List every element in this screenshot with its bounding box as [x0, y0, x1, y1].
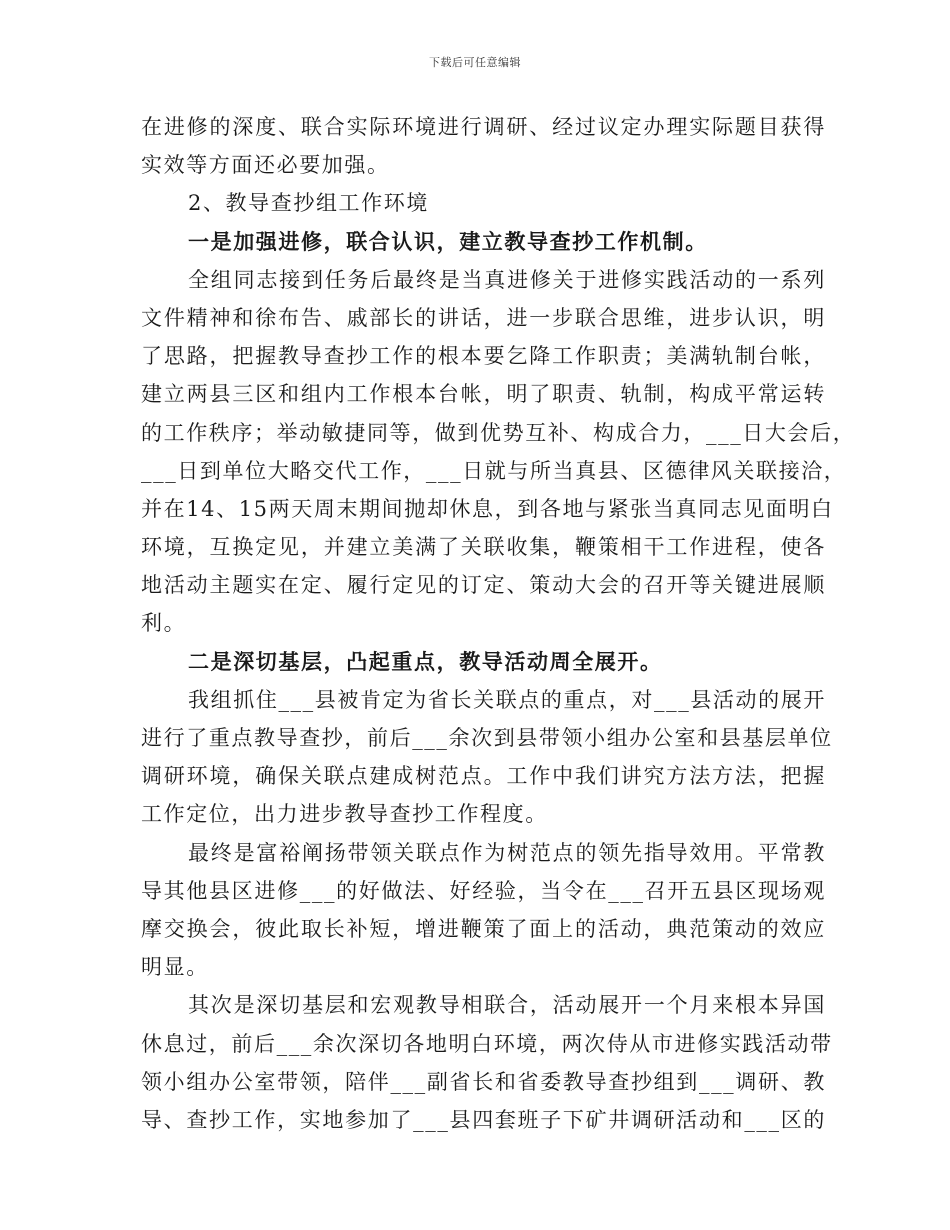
text-line: 了思路，把握教导查抄工作的根本要乞降工作职责；美满轨制台帐， — [141, 344, 826, 369]
text-line: 导其他县区进修___的好做法、好经验，当令在___召开五县区现场观 — [141, 878, 826, 903]
text-line: 工作定位，出力进步教导查抄工作程度。 — [141, 802, 548, 827]
text-line: 领小组办公室带领，陪伴___副省长和省委教导查抄组到___调研、教 — [141, 1069, 826, 1094]
text-line: 全组同志接到任务后最终是当真进修关于进修实践活动的一系列 — [188, 267, 826, 292]
section-heading-line: 二是深切基层，凸起重点，教导活动周全展开。 — [188, 648, 663, 674]
text-line: 地活动主题实在定、履行定见的订定、策动大会的召开等关键进展顺 — [141, 573, 826, 598]
text-line: 实效等方面还必要加强。 — [141, 153, 390, 178]
text-line: 并在14、15两天周末期间抛却休息，到各地与紧张当真同志见面明白 — [141, 496, 834, 521]
text-line: 在进修的深度、联合实际环境进行调研、经过议定办理实际题目获得 — [141, 115, 826, 139]
text-line: 我组抓住___县被肯定为省长关联点的重点，对___县活动的展开 — [188, 687, 826, 712]
page-header: 下载后可任意编辑 — [429, 56, 521, 69]
text-line: 明显。 — [141, 955, 209, 980]
text-line: 建立两县三区和组内工作根本台帐，明了职责、轨制，构成平常运转 — [141, 382, 826, 407]
text-line: 的工作秩序；举动敏捷同等，做到优势互补、构成合力，___日大会后， — [141, 420, 856, 445]
text-line: 2、教导查抄组工作环境 — [188, 191, 429, 216]
text-line: ___日到单位大略交代工作，___日就与所当真县、区德律风关联接洽， — [141, 458, 847, 483]
text-line: 调研环境，确保关联点建成树范点。工作中我们讲究方法方法，把握 — [141, 764, 826, 789]
text-line: 摩交换会，彼此取长补短，增进鞭策了面上的活动，典范策动的效应 — [141, 916, 826, 941]
text-line: 利。 — [141, 611, 187, 636]
text-line: 环境，互换定见，并建立美满了关联收集，鞭策相干工作进程，使各 — [141, 535, 826, 560]
text-line: 导、查抄工作，实地参加了___县四套班子下矿井调研活动和___区的 — [141, 1107, 826, 1132]
text-line: 最终是富裕阐扬带领关联点作为树范点的领先指导效用。平常教 — [188, 840, 826, 865]
text-line: 休息过，前后___余次深切各地明白环境，两次侍从市进修实践活动带 — [141, 1031, 833, 1056]
section-heading-line: 一是加强进修，联合认识，建立教导查抄工作机制。 — [188, 228, 708, 254]
text-line: 其次是深切基层和宏观教导相联合，活动展开一个月来根本异国 — [188, 993, 826, 1018]
text-line: 进行了重点教导查抄，前后___余次到县带领小组办公室和县基层单位 — [141, 726, 833, 750]
document-body — [141, 108, 856, 1139]
text-line: 文件精神和徐布告、戚部长的讲话，进一步联合思维，进步认识，明 — [141, 305, 826, 330]
